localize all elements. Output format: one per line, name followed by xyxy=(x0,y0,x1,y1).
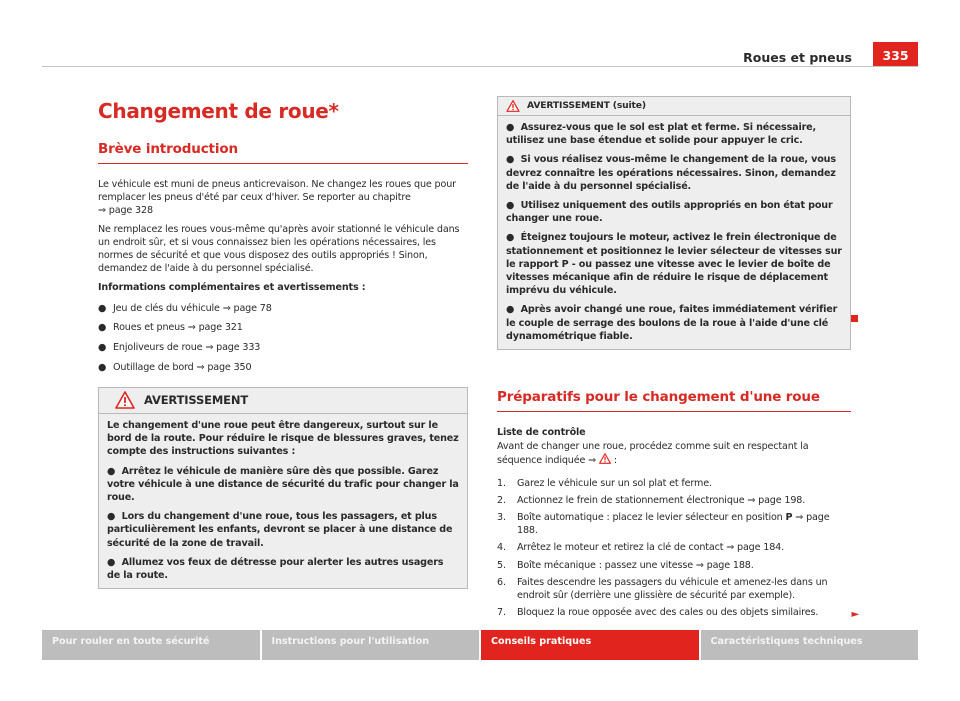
footer-tab-technical-specs[interactable]: Caractéristiques techniques xyxy=(701,630,919,660)
warning-item xyxy=(506,153,842,193)
warning-item-text: Si vous réalisez vous-même le changement de la roue, vous devrez connaître les opérations nécessaires. Sinon, demandez de l'aide à du personnel spécialisé. xyxy=(506,154,836,192)
step-number: 5. xyxy=(497,559,506,571)
step-item xyxy=(497,576,851,602)
page-number-badge: 335 xyxy=(873,42,918,67)
footer-tab-safety[interactable]: Pour rouler en toute sécurité xyxy=(42,630,260,660)
step-number: 6. xyxy=(497,576,506,588)
bullet-icon: ● xyxy=(98,361,107,373)
warning-item-text: Arrêtez le véhicule de manière sûre dès que possible. Garez votre véhicule à une distance de sécurité du trafic pour changer la roue. xyxy=(107,465,459,503)
warning-item xyxy=(107,465,459,505)
bullet-icon: ● xyxy=(506,304,521,316)
warning-item xyxy=(107,556,459,582)
bullet-icon: ● xyxy=(107,556,122,568)
checklist-intro-text: Avant de changer une roue, procédez comme suit en respectant la séquence indiquée ⇒ xyxy=(497,441,809,467)
footer-tab-practical-tips[interactable]: Conseils pratiques xyxy=(481,630,699,660)
warning-item-text: Utilisez uniquement des outils appropriés en bon état pour changer une roue. xyxy=(506,200,833,225)
warning-intro: Le changement d'une roue peut être dangereux, surtout sur le bord de la route. Pour réduire le risque de blessures graves, tenez compte des instructions suivantes : xyxy=(107,419,459,458)
warning-item xyxy=(506,121,842,147)
warning-item xyxy=(506,231,842,297)
bullet-icon: ● xyxy=(506,154,521,166)
checklist-intro xyxy=(497,440,851,467)
warning-item-text: Allumez vos feux de détresse pour alerter les autres usagers de la route. xyxy=(107,556,444,581)
bullet-icon: ● xyxy=(98,322,107,334)
warning-body xyxy=(99,414,467,588)
step-item xyxy=(497,606,851,619)
warning-title: AVERTISSEMENT xyxy=(144,392,249,407)
list-item-label: Jeu de clés du véhicule ⇒ page 78 xyxy=(113,302,272,314)
header-divider xyxy=(42,66,918,67)
step-text: Boîte automatique : placez le levier sélecteur en position xyxy=(517,512,786,524)
bullet-icon: ● xyxy=(107,511,122,523)
section-end-marker xyxy=(851,315,858,322)
warning-item xyxy=(506,199,842,225)
step-text: Garez le véhicule sur un sol plat et ferme. xyxy=(517,477,712,489)
continue-arrow-icon: ► xyxy=(851,609,859,621)
warning-item-text: Éteignez toujours le moteur, activez le frein électronique de stationnement et positionnez le levier sélecteur de vitesses sur le rapport P - ou passez une vitesse avec le levier de boîte de vitesses mécanique afin de réduire le risque de déplacement imprévu du véhicule. xyxy=(506,232,842,297)
step-number: 3. xyxy=(497,512,506,524)
step-text: Bloquez la roue opposée avec des cales ou des objets similaires. xyxy=(517,607,819,619)
warning-triangle-icon xyxy=(115,391,135,409)
warning-body xyxy=(498,116,850,349)
chapter-title: Changement de roue* xyxy=(98,99,339,123)
bullet-icon: ● xyxy=(506,122,521,133)
warning-title: AVERTISSEMENT (suite) xyxy=(527,100,646,112)
step-text: Boîte mécanique : passez une vitesse ⇒ page 188. xyxy=(517,559,754,571)
page-328-link[interactable]: ⇒ page 328 xyxy=(98,205,153,217)
warning-triangle-icon xyxy=(506,100,520,112)
step-number: 2. xyxy=(497,494,506,506)
step-item xyxy=(497,559,851,572)
info-heading: Informations complémentaires et avertissements : xyxy=(98,282,366,294)
info-list xyxy=(98,302,468,374)
step-item xyxy=(497,477,851,490)
step-item xyxy=(497,511,851,537)
warning-header xyxy=(498,97,850,116)
footer-nav xyxy=(42,630,918,660)
section-title-intro: Brève introduction xyxy=(98,140,468,164)
left-column xyxy=(98,96,468,589)
section-title-prep: Préparatifs pour le changement d'une roue xyxy=(497,388,851,412)
warning-item-text: Lors du changement d'une roue, tous les passagers, et plus particulièrement les enfants, devront se placer à une distance de sécurité de la zone de travail. xyxy=(107,511,453,549)
step-text: Actionnez le frein de stationnement électronique ⇒ page 198. xyxy=(517,494,806,506)
step-text: Faites descendre les passagers du véhicule et amenez-les dans un endroit sûr (derrière une glissière de sécurité par exemple). xyxy=(517,576,828,602)
warning-box xyxy=(98,387,468,589)
bullet-icon: ● xyxy=(107,465,122,477)
list-item[interactable] xyxy=(98,361,468,374)
step-text-end: ⇒ page 188. xyxy=(517,512,830,537)
bullet-icon: ● xyxy=(506,200,521,212)
checklist-intro-colon: : xyxy=(613,455,617,467)
list-item[interactable] xyxy=(98,302,468,315)
right-column xyxy=(497,96,859,623)
warning-item-text: Après avoir changé une roue, faites immédiatement vérifier le couple de serrage des boulons de la roue à l'aide d'une clé dynamométrique fiable. xyxy=(506,304,838,342)
list-item-label: Enjoliveurs de roue ⇒ page 333 xyxy=(113,342,261,354)
list-item[interactable] xyxy=(98,341,468,354)
step-text: Arrêtez le moteur et retirez la clé de contact ⇒ page 184. xyxy=(517,542,785,554)
warning-item-text: Assurez-vous que le sol est plat et ferme. Si nécessaire, utilisez une base étendue et solide pour appuyer le cric. xyxy=(506,122,817,147)
warning-item xyxy=(107,510,459,550)
step-number: 4. xyxy=(497,542,506,554)
running-header-title: Roues et pneus xyxy=(743,50,852,65)
step-number: 1. xyxy=(497,477,506,489)
warning-header xyxy=(99,388,467,414)
warning-box-continued xyxy=(497,96,851,350)
gear-position-p: P xyxy=(785,512,793,524)
intro-paragraph-text: Le véhicule est muni de pneus anticrevaison. Ne changez les roues que pour remplacer les pneus d'été par ceux d'hiver. Se reporter au chapitre xyxy=(98,179,456,204)
bullet-icon: ● xyxy=(98,342,107,354)
warning-item xyxy=(506,303,842,343)
step-item xyxy=(497,494,851,507)
safety-paragraph: Ne remplacez les roues vous-même qu'après avoir stationné le véhicule dans un endroit sûr, et si vous connaissez bien les opérations nécessaires, les normes de sécurité et que vous disposez des outils appropriés ! Sinon, demandez de l'aide à du personnel spécialisé. xyxy=(98,223,460,275)
list-item-label: Outillage de bord ⇒ page 350 xyxy=(113,361,252,373)
footer-tab-instructions[interactable]: Instructions pour l'utilisation xyxy=(262,630,480,660)
bullet-icon: ● xyxy=(98,302,107,314)
bullet-icon: ● xyxy=(506,232,521,244)
step-item xyxy=(497,541,851,554)
intro-paragraph xyxy=(98,178,468,218)
list-item-label: Roues et pneus ⇒ page 321 xyxy=(113,322,243,334)
list-item[interactable] xyxy=(98,321,468,334)
warning-triangle-icon[interactable] xyxy=(599,453,611,464)
steps-list xyxy=(497,477,851,620)
step-number: 7. xyxy=(497,607,506,619)
checklist-heading: Liste de contrôle xyxy=(497,427,586,439)
